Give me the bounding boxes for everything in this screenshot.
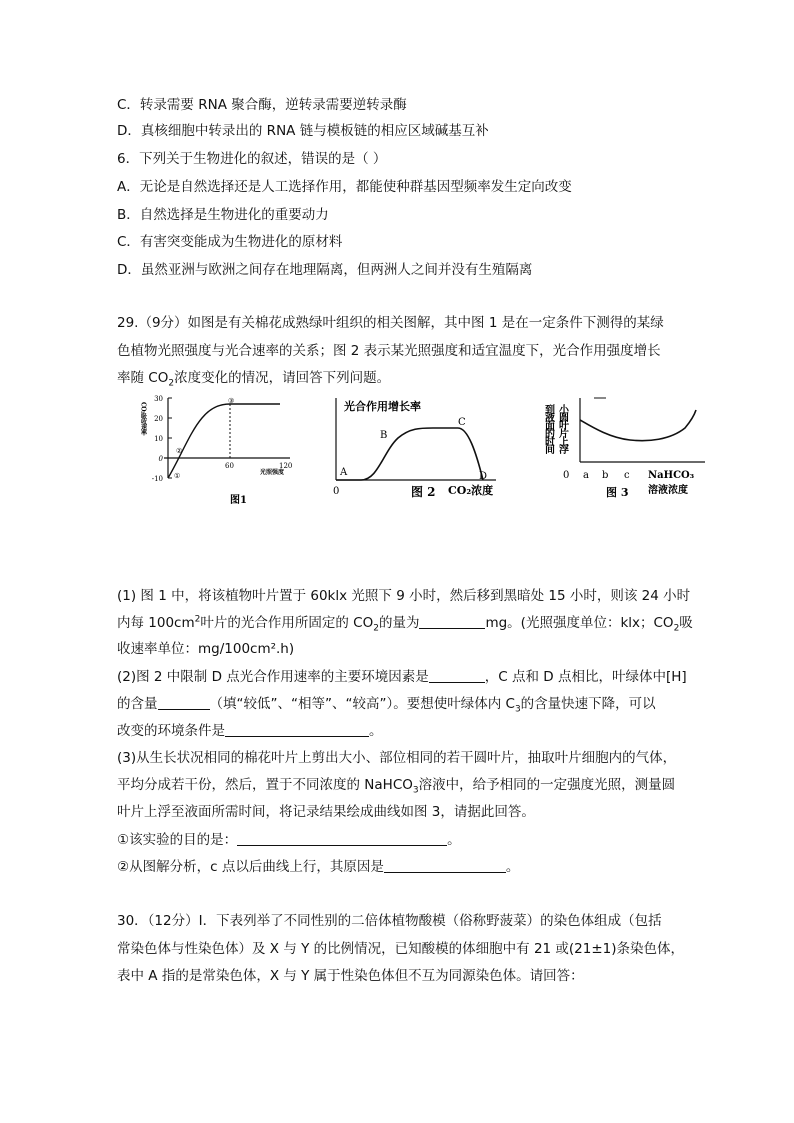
answer-blank-2[interactable] (429, 668, 485, 683)
fig2-point-a: A (340, 467, 348, 478)
q29-intro-line1: 29.（9分）如图是有关棉花成熟绿叶组织的相关图解，其中图 1 是在一定条件下测得的某绿 (117, 315, 664, 331)
q29-part1-line3: 收速率单位：mg/100cm².h) (117, 641, 295, 657)
fig2-caption: 图 2 (411, 485, 436, 499)
fig3-xtick-b: b (602, 470, 609, 481)
fig3-xtick-a: a (583, 470, 589, 481)
q29-part3-q2: ②从图解分析，c 点以后曲线上行，其原因是 。 (117, 859, 520, 875)
fig3-curve (580, 410, 696, 441)
fig1-xtick-120: 120 (279, 462, 293, 470)
q29-part3-line1: (3)从生长状况相同的棉花叶片上剪出大小、部位相同的若干圆叶片，抽取叶片细胞内的气体， (117, 750, 677, 766)
q29-part2-line3: 改变的环境条件是 。 (117, 723, 383, 739)
fig2-point-b: B (380, 430, 388, 441)
q29-intro-line2: 色植物光照强度与光合速率的关系；图 2 表示某光照强度和适宜温度下，光合作用强度增长 (117, 343, 661, 359)
q29-part3-line2: 平均分成若干份，然后，置于不同浓度的 NaHCO$_3$溶液中，给予相同的一定强度光照，测量圆 (117, 777, 676, 796)
q6-stem: 6．下列关于生物进化的叙述，错误的是（ ） (117, 151, 387, 167)
fig1-ytick-30: 30 (154, 395, 163, 403)
q29-intro-line3: 率随 $CO_2$浓度变化的情况，请回答下列问题。 (117, 370, 391, 389)
fig1-ytick-neg10: -10 (151, 475, 163, 483)
q5-option-d: D．真核细胞中转录出的 RNA 链与模板链的相应区域碱基互补 (117, 123, 489, 139)
fig1-caption: 图1 (230, 495, 247, 506)
fig1-marker-2: ② (176, 447, 183, 455)
fig3-xtick-0: 0 (563, 470, 570, 481)
fig3-caption: 图 3 (606, 486, 629, 499)
fig1-curve (168, 404, 280, 478)
q29-part3-line3: 叶片上浮至液面所需时间，将记录结果绘成曲线如图 3，请据此回答。 (117, 804, 535, 820)
figure-1-chart (140, 392, 315, 507)
fig3-xlabel-2: 溶液浓度 (648, 485, 688, 496)
q6-option-b: B．自然选择是生物进化的重要动力 (117, 207, 329, 223)
q29-part2-line2: 的含量 （填“较低”、“相等”、“较高”）。要想使叶绿体内 $C_3$的含量快速下降，可以 (117, 696, 656, 715)
q29-part1-line1: (1) 图 1 中，将该植物叶片置于 60klx 光照下 9 小时，然后移到黑暗处 15 小时，则该 24 小时 (117, 588, 691, 604)
fig1-ytick-10: 10 (154, 435, 163, 443)
answer-blank-4[interactable] (225, 722, 369, 737)
answer-blank-3[interactable] (158, 695, 210, 710)
fig2-curve (336, 428, 483, 480)
fig1-xlabel: 光照强度 (260, 469, 285, 476)
q29-part2-line1: (2)图 2 中限制 D 点光合作用速率的主要环境因素是 ，C 点和 D 点相比，叶绿体中[H] (117, 669, 687, 685)
fig2-point-d: D (479, 471, 488, 482)
fig1-marker-1: ① (174, 472, 181, 480)
fig2-xlabel: CO₂浓度 (448, 484, 494, 497)
fig1-ylabel: CO₂吸收速率 (140, 402, 147, 436)
q30-line1: 30．（12分）I．下表列举了不同性别的二倍体植物酸模（俗称野菠菜）的染色体组成（包括 (117, 913, 662, 929)
q29-part1-line2: 内每 $100cm^2$叶片的光合作用所固定的 $CO_2$的量为 mg。(光照强度单位：klx；$CO_2$吸 (117, 614, 693, 634)
answer-blank-6[interactable] (384, 858, 506, 873)
fig3-xlabel-1: NaHCO₃ (648, 470, 695, 481)
q6-option-d: D．虽然亚洲与欧洲之间存在地理隔离，但两洲人之间并没有生殖隔离 (117, 262, 533, 278)
answer-blank-1[interactable] (419, 614, 485, 629)
q30-line2: 常染色体与性染色体）及 X 与 Y 的比例情况，已知酸模的体细胞中有 21 或(21±1)条染色体， (117, 941, 685, 957)
fig3-ylabel-left: 到液面的时间 (542, 404, 554, 452)
fig2-ylabel: 光合作用增长率 (344, 400, 421, 413)
fig1-xtick-60: 60 (225, 462, 234, 470)
figure-2-chart (328, 392, 513, 507)
figure-3-chart (530, 392, 710, 507)
fig2-point-c: C (458, 417, 466, 428)
q30-line3: 表中 A 指的是常染色体，X 与 Y 属于性染色体但不互为同源染色体。请回答： (117, 968, 584, 984)
q29-part3-q1: ①该实验的目的是： 。 (117, 832, 461, 848)
q6-option-a: A．无论是自然选择还是人工选择作用，都能使种群基因型频率发生定向改变 (117, 179, 572, 195)
fig1-marker-3: ③ (228, 397, 235, 405)
fig1-ytick-20: 20 (154, 415, 163, 423)
q6-option-c: C．有害突变能成为生物进化的原材料 (117, 234, 343, 250)
fig3-xtick-c: c (624, 470, 630, 481)
fig3-ylabel-right: 小圆叶片上浮 (556, 404, 568, 452)
fig2-origin: 0 (333, 486, 340, 497)
q5-option-c: C．转录需要 RNA 聚合酶，逆转录需要逆转录酶 (117, 97, 407, 113)
fig1-ytick-0: 0 (158, 455, 163, 463)
answer-blank-5[interactable] (237, 831, 447, 846)
